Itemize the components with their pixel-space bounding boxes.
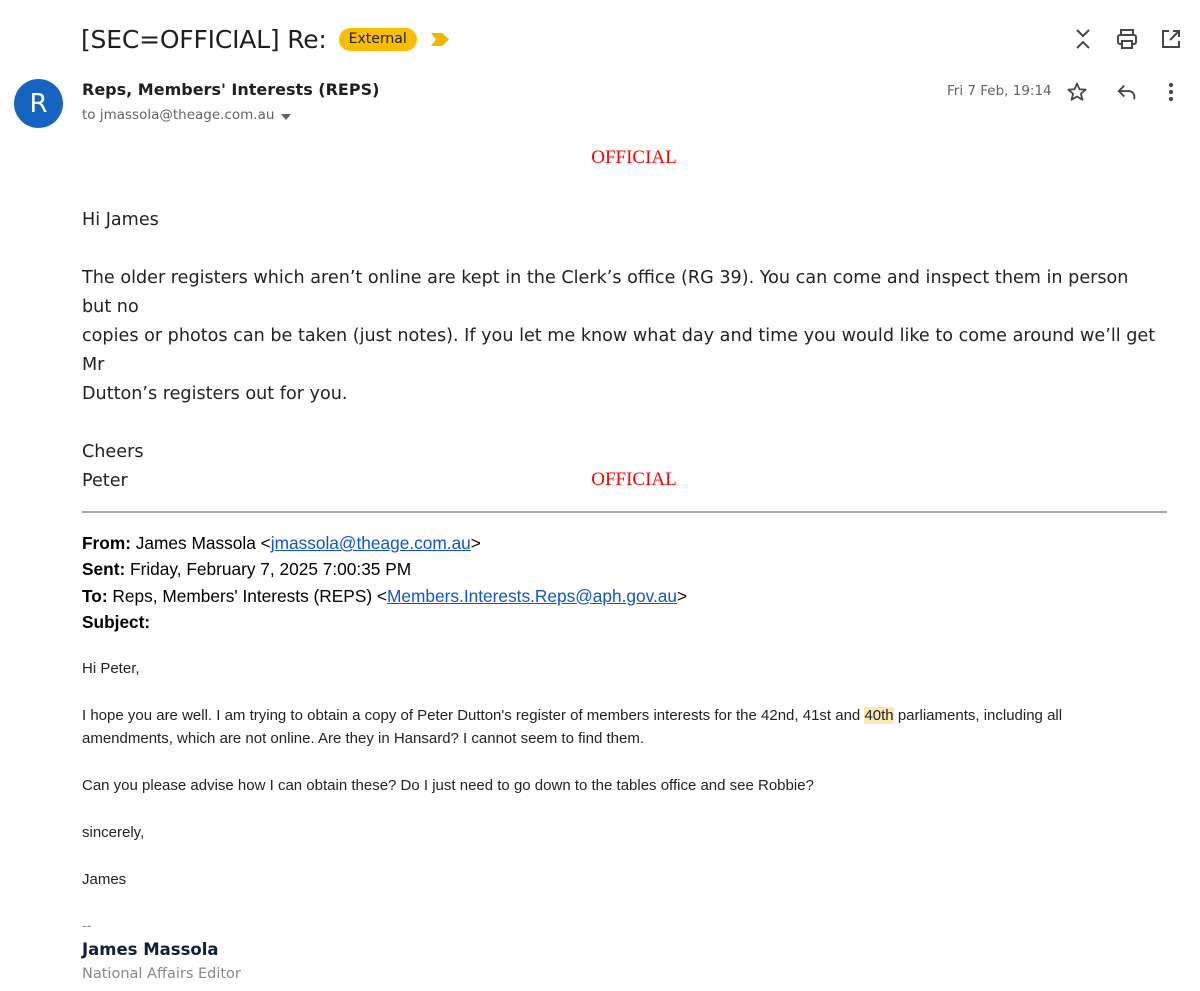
from-close: > bbox=[470, 533, 481, 553]
to-close: > bbox=[677, 585, 688, 606]
email-subject: [SEC=OFFICIAL] Re: bbox=[81, 24, 327, 54]
quote-divider bbox=[82, 511, 1167, 513]
print-button[interactable] bbox=[1112, 24, 1142, 54]
recipient-details[interactable] bbox=[82, 106, 291, 124]
print-icon bbox=[1116, 28, 1138, 50]
quoted-sent-row bbox=[82, 556, 1162, 582]
reply-icon bbox=[1116, 81, 1138, 103]
to-email-link[interactable]: Members.Interests.Reps@aph.gov.au bbox=[387, 585, 678, 606]
open-in-new-window-button[interactable] bbox=[1156, 24, 1186, 54]
reply-paragraph-line: Dutton’s registers out for you. bbox=[82, 384, 348, 404]
from-label: From: bbox=[82, 533, 131, 553]
message-actions bbox=[1061, 77, 1181, 107]
sent-value: Friday, February 7, 2025 7:00:35 PM bbox=[130, 559, 412, 580]
more-options-button[interactable] bbox=[1161, 77, 1181, 107]
reply-paragraph bbox=[82, 264, 1162, 409]
quoted-paragraph-2: Can you please advise how I can obtain these? Do I just need to go down to the tables office and see Robbie? bbox=[82, 777, 814, 794]
star-icon bbox=[1066, 81, 1088, 103]
reply-paragraph-line: The older registers which aren’t online are kept in the Clerk’s office (RG 39). You can come and inspect them in person but no bbox=[82, 268, 1129, 317]
signature-separator: -- bbox=[82, 917, 92, 933]
collapse-all-button[interactable] bbox=[1068, 24, 1098, 54]
quoted-from-row bbox=[82, 530, 1162, 556]
chevron-down-icon[interactable] bbox=[281, 108, 291, 124]
thread-actions bbox=[1068, 24, 1186, 54]
quoted-closing: sincerely, bbox=[82, 823, 145, 841]
quoted-text: I hope you are well. I am trying to obtain a copy of Peter Dutton's register of members interests for the 42nd, 41st and bbox=[82, 706, 865, 724]
from-name: James Massola < bbox=[135, 533, 271, 553]
collapse-icon bbox=[1074, 27, 1092, 51]
external-badge[interactable]: External bbox=[339, 28, 417, 51]
signature-title: National Affairs Editor bbox=[82, 966, 241, 982]
quoted-text: parliaments, including all bbox=[893, 706, 1063, 724]
importance-marker-icon[interactable] bbox=[431, 32, 449, 46]
more-vert-icon bbox=[1168, 82, 1174, 102]
sent-label: Sent: bbox=[82, 559, 126, 580]
open-in-new-window-icon bbox=[1160, 28, 1182, 50]
search-highlight: 40th bbox=[864, 706, 894, 724]
reply-signature: Peter bbox=[82, 471, 128, 491]
signature-name: James Massola bbox=[82, 940, 219, 959]
to-name: Reps, Members' Interests (REPS) < bbox=[112, 585, 388, 606]
reply-cheers: Cheers bbox=[82, 442, 144, 462]
reply-greeting: Hi James bbox=[82, 210, 159, 230]
reply-body bbox=[82, 206, 1162, 496]
message-date: Fri 7 Feb, 19:14 bbox=[947, 83, 1052, 99]
quoted-paragraph-1 bbox=[82, 704, 1172, 751]
recipient-text: to jmassola@theage.com.au bbox=[82, 107, 275, 123]
classification-marking-top: OFFICIAL bbox=[591, 147, 677, 168]
sender-name[interactable]: Reps, Members' Interests (REPS) bbox=[82, 80, 380, 99]
star-button[interactable] bbox=[1061, 77, 1093, 107]
subject-row bbox=[81, 20, 449, 58]
quoted-name: James bbox=[82, 870, 127, 888]
sender-avatar[interactable]: R bbox=[14, 79, 63, 128]
reply-button[interactable] bbox=[1111, 77, 1143, 107]
quoted-text: amendments, which are not online. Are they in Hansard? I cannot seem to find them. bbox=[82, 730, 644, 748]
quoted-to-row bbox=[82, 583, 1162, 609]
classification-marking-bottom: OFFICIAL bbox=[591, 469, 677, 490]
subject-label: Subject: bbox=[82, 611, 151, 632]
reply-paragraph-line: copies or photos can be taken (just notes). If you let me know what day and time you would like to come around we’ll get Mr bbox=[82, 326, 1156, 375]
from-email-link[interactable]: jmassola@theage.com.au bbox=[270, 533, 471, 553]
quoted-subject-row bbox=[82, 609, 1162, 635]
quoted-greeting: Hi Peter, bbox=[82, 660, 140, 677]
to-label: To: bbox=[82, 585, 108, 606]
quoted-body bbox=[82, 657, 1172, 914]
quoted-header bbox=[82, 530, 1162, 635]
